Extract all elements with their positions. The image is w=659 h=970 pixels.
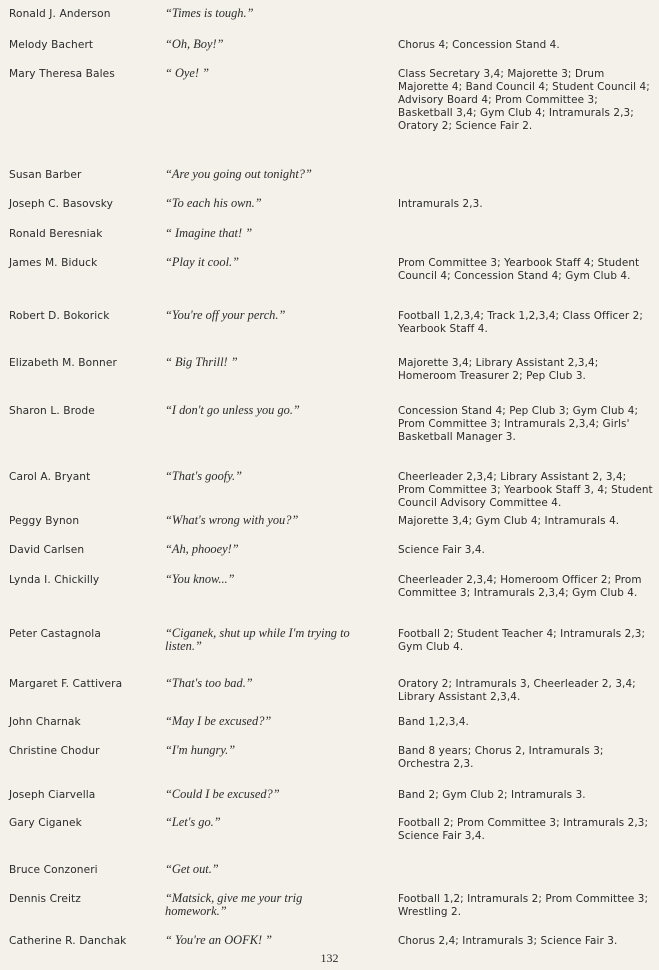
student-quote: “Could I be excused?” bbox=[165, 787, 280, 801]
page-number: 132 bbox=[320, 951, 339, 965]
student-name: Melody Bachert bbox=[9, 39, 94, 51]
student-name: Peggy Bynon bbox=[9, 515, 80, 527]
student-activities: Class Secretary 3,4; Majorette 3; Drum Majorette 4; Band Council 4; Student Council 4; Advisory Board 4; Prom Committee 3; Basketball 3,4; Gym Club 4; Intramurals 2,3; Oratory 2; Science Fair 2. bbox=[398, 68, 650, 132]
student-quote: “Play it cool.” bbox=[165, 255, 239, 269]
student-quote: “Matsick, give me your trig homework.” bbox=[165, 891, 303, 918]
student-name: James M. Biduck bbox=[9, 257, 98, 269]
student-quote: “Ciganek, shut up while I'm trying to listen.” bbox=[165, 626, 350, 653]
student-activities: Football 1,2; Intramurals 2; Prom Committee 3; Wrestling 2. bbox=[398, 893, 649, 918]
student-name: Peter Castagnola bbox=[9, 628, 101, 640]
student-quote: “ Oye! ” bbox=[165, 66, 210, 80]
student-quote: “ Imagine that! ” bbox=[165, 226, 253, 240]
student-quote: “I'm hungry.” bbox=[165, 743, 236, 757]
student-quote: “To each his own.” bbox=[165, 196, 262, 210]
student-name: Joseph Ciarvella bbox=[9, 789, 96, 801]
student-name: Joseph C. Basovsky bbox=[9, 198, 113, 210]
student-name: David Carlsen bbox=[9, 544, 85, 556]
student-quote: “ Big Thrill! ” bbox=[165, 355, 238, 369]
student-name: Elizabeth M. Bonner bbox=[9, 357, 117, 369]
student-activities: Oratory 2; Intramurals 3, Cheerleader 2, 3,4; Library Assistant 2,3,4. bbox=[398, 678, 636, 703]
student-activities: Football 2; Student Teacher 4; Intramurals 2,3; Gym Club 4. bbox=[398, 628, 646, 653]
student-activities: Science Fair 3,4. bbox=[398, 544, 485, 556]
student-name: Robert D. Bokorick bbox=[9, 310, 110, 322]
student-quote: “You're off your perch.” bbox=[165, 308, 286, 322]
student-activities: Concession Stand 4; Pep Club 3; Gym Club 4; Prom Committee 3; Intramurals 2,3,4; Girls' Basketball Manager 3. bbox=[398, 405, 639, 443]
student-activities: Football 1,2,3,4; Track 1,2,3,4; Class Officer 2; Yearbook Staff 4. bbox=[398, 310, 643, 335]
student-activities: Majorette 3,4; Gym Club 4; Intramurals 4. bbox=[398, 515, 620, 527]
student-name: Lynda I. Chickilly bbox=[9, 574, 100, 586]
student-quote: “ You're an OOFK! ” bbox=[165, 933, 273, 947]
student-name: Dennis Creitz bbox=[9, 893, 81, 905]
student-quote: “Are you going out tonight?” bbox=[165, 167, 312, 181]
student-quote: “What's wrong with you?” bbox=[165, 513, 299, 527]
student-quote: “You know...” bbox=[165, 572, 235, 586]
student-activities: Football 2; Prom Committee 3; Intramurals 2,3; Science Fair 3,4. bbox=[398, 817, 649, 842]
student-name: Gary Ciganek bbox=[9, 817, 82, 829]
student-name: Christine Chodur bbox=[9, 745, 100, 757]
student-activities: Prom Committee 3; Yearbook Staff 4; Student Council 4; Concession Stand 4; Gym Club 4. bbox=[398, 257, 640, 282]
student-name: Ronald J. Anderson bbox=[9, 8, 111, 20]
student-name: Mary Theresa Bales bbox=[9, 68, 115, 80]
student-quote: “That's too bad.” bbox=[165, 676, 253, 690]
student-quote: “I don't go unless you go.” bbox=[165, 403, 300, 417]
student-name: Sharon L. Brode bbox=[9, 405, 95, 417]
student-activities: Chorus 2,4; Intramurals 3; Science Fair 3. bbox=[398, 935, 618, 947]
student-quote: “Let's go.” bbox=[165, 815, 221, 829]
student-activities: Cheerleader 2,3,4; Library Assistant 2, 3,4; Prom Committee 3; Yearbook Staff 3, 4; Student Council Advisory Committee 4. bbox=[398, 471, 653, 509]
student-quote: “May I be excused?” bbox=[165, 714, 272, 728]
student-name: Ronald Beresniak bbox=[9, 228, 103, 240]
student-quote: “Get out.” bbox=[165, 862, 219, 876]
student-quote: “That's goofy.” bbox=[165, 469, 243, 483]
student-quote: “Times is tough.” bbox=[165, 6, 254, 20]
student-name: John Charnak bbox=[9, 716, 81, 728]
student-quote: “Ah, phooey!” bbox=[165, 542, 239, 556]
student-name: Catherine R. Danchak bbox=[9, 935, 127, 947]
student-name: Bruce Conzoneri bbox=[9, 864, 98, 876]
student-activities: Intramurals 2,3. bbox=[398, 198, 483, 210]
student-activities: Band 8 years; Chorus 2, Intramurals 3; Orchestra 2,3. bbox=[398, 745, 604, 770]
student-activities: Cheerleader 2,3,4; Homeroom Officer 2; Prom Committee 3; Intramurals 2,3,4; Gym Club 4. bbox=[398, 574, 642, 599]
student-quote: “Oh, Boy!” bbox=[165, 37, 224, 51]
student-activities: Band 1,2,3,4. bbox=[398, 716, 469, 728]
student-activities: Majorette 3,4; Library Assistant 2,3,4; Homeroom Treasurer 2; Pep Club 3. bbox=[398, 357, 599, 382]
student-activities: Band 2; Gym Club 2; Intramurals 3. bbox=[398, 789, 586, 801]
student-activities: Chorus 4; Concession Stand 4. bbox=[398, 39, 560, 51]
student-name: Susan Barber bbox=[9, 169, 82, 181]
student-name: Margaret F. Cattivera bbox=[9, 678, 123, 690]
student-name: Carol A. Bryant bbox=[9, 471, 91, 483]
